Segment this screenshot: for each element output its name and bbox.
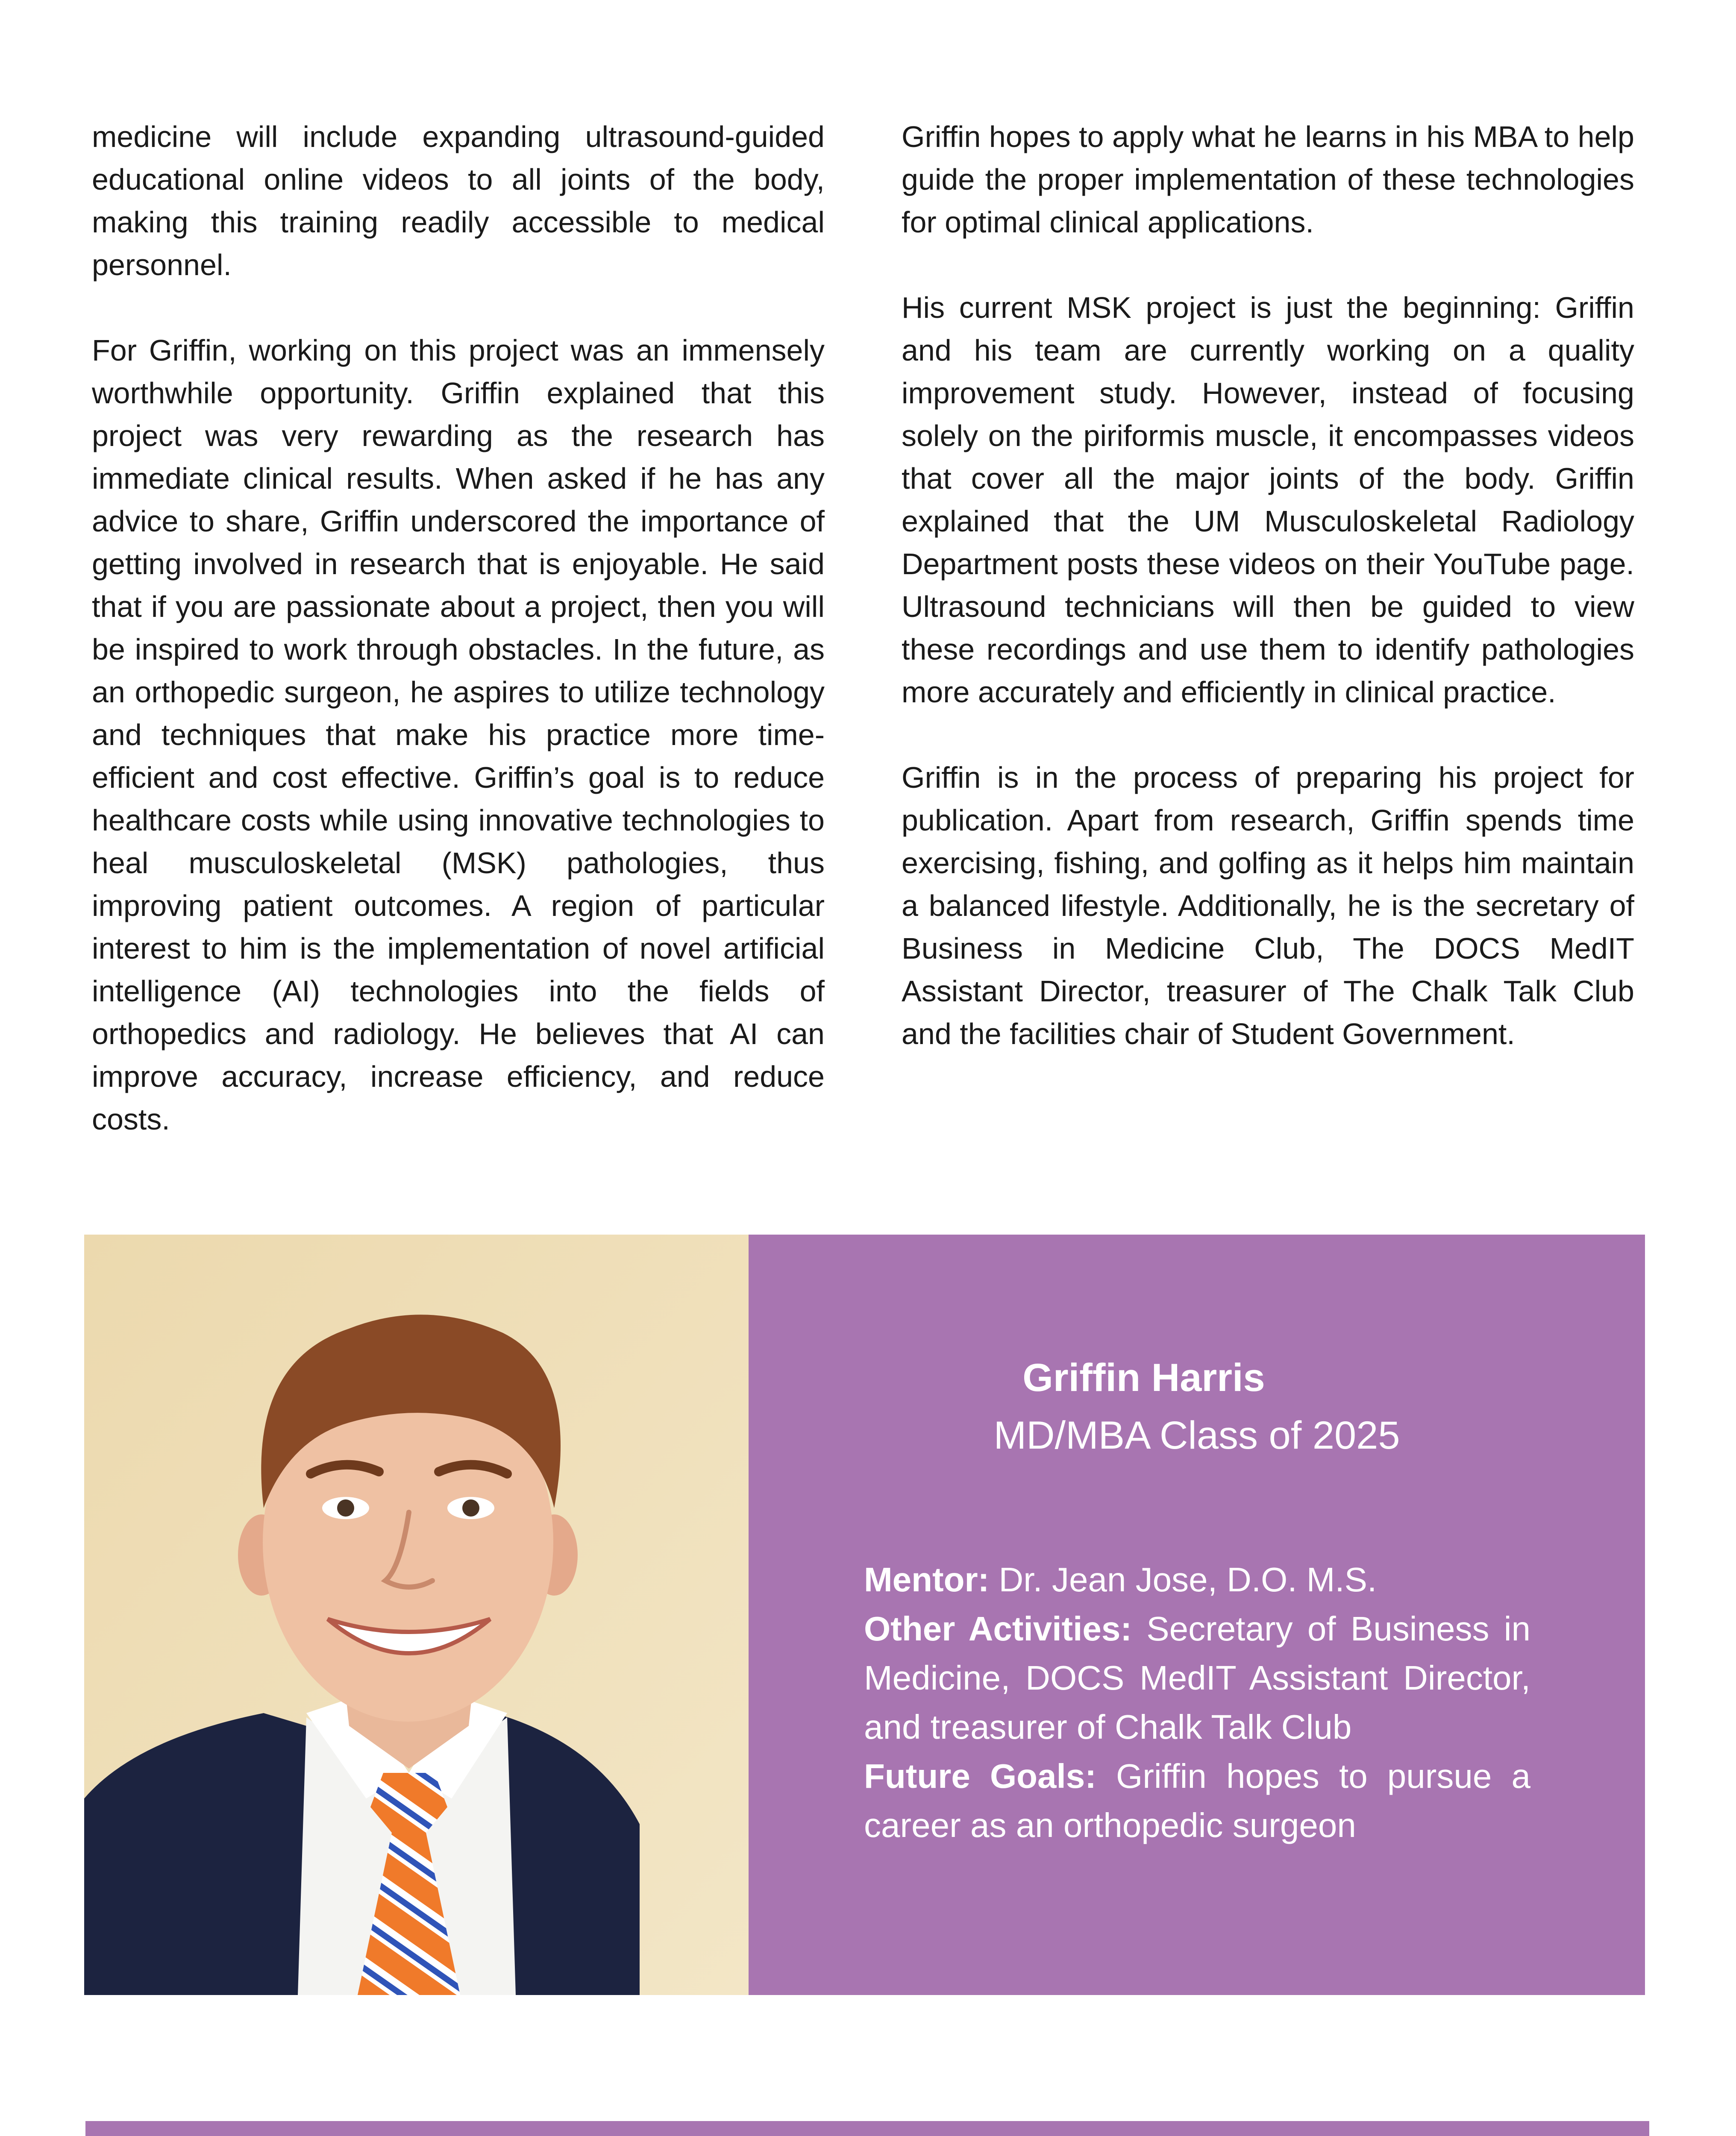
profile-class: MD/MBA Class of 2025: [993, 1414, 1400, 1457]
profile-name: Griffin Harris: [1022, 1356, 1265, 1400]
left-paragraph-2: For Griffin, working on this project was an immensely worthwhile opportunity. Griffin explained that this project was very rewarding as the research has immediate clinical results. When asked if he has any advice to share, Griffin underscored the importance of getting involved in research that is enjoyable. He said that if you are passionate about a project, then you will be inspired to work through obstacles. In the future, as an orthopedic surgeon, he aspires to utilize technology and techniques that make his practice more time-efficient and cost effective. Griffin’s goal is to reduce healthcare costs while using innovative technologies to heal musculoskeletal (MSK) pathologies, thus improving patient outcomes. A region of particular interest to him is the implementation of novel artificial intelligence (AI) technologies into the fields of orthopedics and radiology. He believes that AI can improve accuracy, increase efficiency, and reduce costs.: [92, 334, 825, 1136]
goals-row: [864, 1752, 1530, 1850]
mentor-label: Mentor:: [864, 1561, 990, 1599]
activities-row: [864, 1604, 1530, 1752]
portrait-illustration: [84, 1235, 749, 1995]
mentor-row: [864, 1555, 1530, 1604]
portrait-photo: [84, 1235, 749, 1995]
right-paragraph-1: Griffin hopes to apply what he learns in his MBA to help guide the proper implementation of these technologies for optimal clinical applications.: [902, 120, 1634, 239]
footer-divider-bar: [85, 2121, 1649, 2136]
right-paragraph-3: Griffin is in the process of preparing his project for publication. Apart from research, Griffin spends time exercising, fishing, and golfing as it helps him maintain a balanced lifestyle. Additionally, he is the secretary of Business in Medicine Club, The DOCS MedIT Assistant Director, treasurer of The Chalk Talk Club and the facilities chair of Student Government.: [902, 761, 1634, 1050]
activities-value: Secretary of Business in Medicine, DOCS MedIT Assistant Director, and treasurer of Chalk Talk Club: [864, 1610, 1530, 1746]
goals-value: Griffin hopes to pursue a career as an orthopedic surgeon: [864, 1757, 1530, 1844]
right-text-column: [902, 115, 1634, 1098]
left-paragraph-1: medicine will include expanding ultrasound-guided educational online videos to all joints of the body, making this training readily accessible to medical personnel.: [92, 120, 825, 282]
profile-details: [864, 1555, 1530, 1850]
left-text-column: [92, 115, 825, 1183]
activities-label: Other Activities:: [864, 1610, 1132, 1648]
mentor-value: Dr. Jean Jose, D.O. M.S.: [989, 1561, 1377, 1599]
right-paragraph-2: His current MSK project is just the beginning: Griffin and his team are currently working on a quality improvement study. However, instead of focusing solely on the piriformis muscle, it encompasses videos that cover all the major joints of the body. Griffin explained that the UM Musculoskeletal Radiology Department posts these videos on their YouTube page. Ultrasound technicians will then be guided to view these recordings and use them to identify pathologies more accurately and efficiently in clinical practice.: [902, 291, 1634, 709]
goals-label: Future Goals:: [864, 1757, 1096, 1795]
profile-panel: [749, 1235, 1645, 1995]
